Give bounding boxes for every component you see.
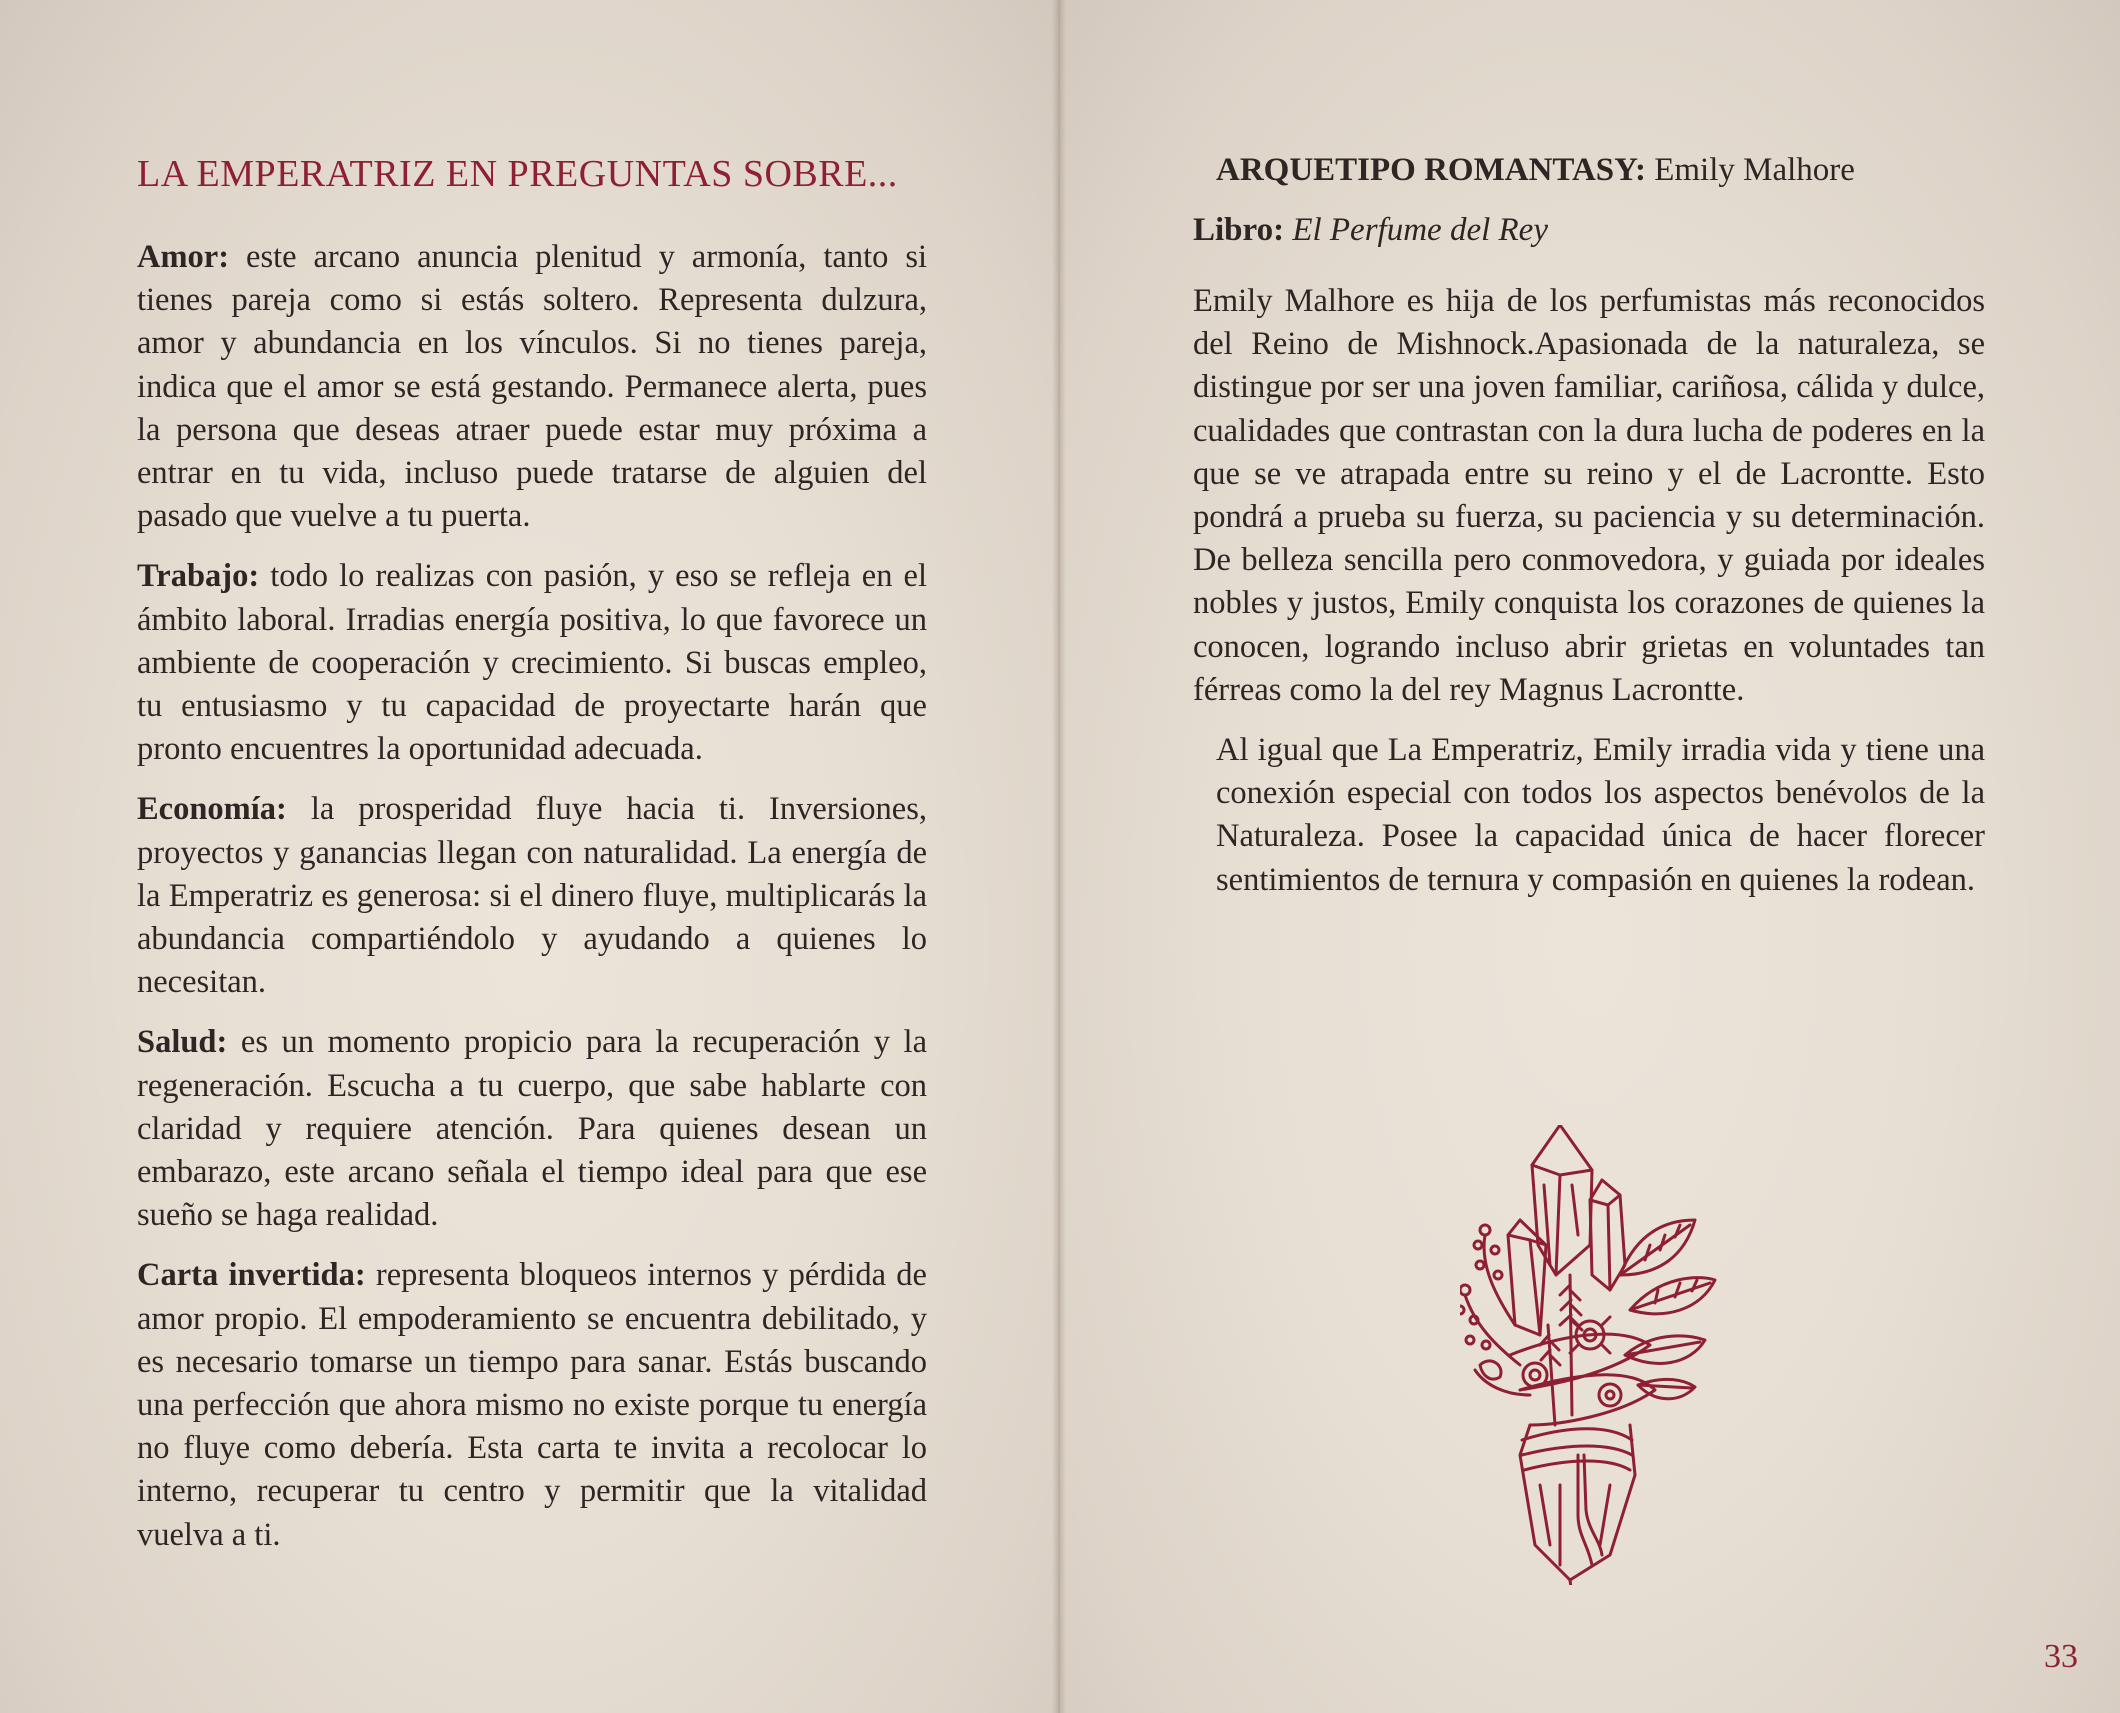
section-title: LA EMPERATRIZ EN PREGUNTAS SOBRE... [137,153,898,195]
section-label: Economía: [137,791,287,828]
book-title: El Perfume del Rey [1292,212,1548,248]
section-label: Salud: [137,1024,228,1061]
page-number: 33 [2044,1638,2078,1675]
section-text: representa bloqueos internos y pérdida de amor propio. El empoderamiento se encuentra debilitado, y es necesario tomarse un tiempo para sanar. Estás buscando una perfección que ahora mismo no existe porque tu energía no fluye como debería. Esta carta te invita a recolocar lo interno, recuperar tu centro y permitir que la vitalidad vuelva a ti. [137,1257,927,1553]
section-salud [137,1021,927,1237]
section-label: Carta invertida: [137,1257,366,1294]
archetype-label: ARQUETIPO ROMANTASY: [1216,152,1646,188]
book-line [1193,210,1985,250]
left-page [0,0,1058,1713]
crystal-bouquet-icon [1460,1125,1730,1585]
archetype-line [1216,150,1985,190]
section-amor [137,236,927,538]
book-label: Libro: [1193,212,1285,248]
book-gutter [1052,0,1066,1713]
section-economia [137,788,927,1004]
character-comparison: Al igual que La Emperatriz, Emily irradia vida y tiene una conexión especial con todos los aspectos benévolos de la Naturaleza. Posee la capacidad única de hacer florecer sentimientos de ternura y compasión en quienes la rodean. [1216,732,1985,898]
section-text: este arcano anuncia plenitud y armonía, tanto si tienes pareja como si estás soltero. Representa dulzura, amor y abundancia en los vínculos. Si no tienes pareja, indica que el amor se está gestando. Permanece alerta, pues la persona que deseas atraer puede estar muy próxima a entrar en tu vida, incluso puede tratarse de alguien del pasado que vuelve a tu puerta. [137,239,927,535]
character-description: Emily Malhore es hija de los perfumistas más reconocidos del Reino de Mishnock.Apasionada de la naturaleza, se distingue por ser una joven familiar, cariñosa, cálida y dulce, cualidades que contrastan con la dura lucha de poderes en la que se ve atrapada entre su reino y el de Lacrontte. Esto pondrá a prueba su fuerza, su paciencia y su determinación. De belleza sencilla pero conmovedora, y guiada por ideales nobles y justos, Emily conquista los corazones de quienes la conocen, logrando incluso abrir grietas en voluntades tan férreas como la del rey Magnus Lacrontte. [1193,283,1985,708]
section-label: Trabajo: [137,558,260,595]
section-text: la prosperidad fluye hacia ti. Inversiones, proyectos y ganancias llegan con naturalidad. La energía de la Emperatriz es generosa: si el dinero fluye, multiplicarás la abundancia compartiéndolo y ayudando a quienes lo necesitan. [137,791,927,1001]
left-text-column [137,236,927,1574]
section-label: Amor: [137,239,230,275]
right-text-column [1193,150,1985,919]
section-text: todo lo realizas con pasión, y eso se refleja en el ámbito laboral. Irradias energía positiva, lo que favorece un ambiente de cooperación y crecimiento. Si buscas empleo, tu entusiasmo y tu capacidad de proyectarte harán que pronto encuentres la oportunidad adecuada. [137,558,927,768]
section-carta-invertida [137,1254,927,1556]
section-text: es un momento propicio para la recuperación y la regeneración. Escucha a tu cuerpo, que sabe hablarte con claridad y requiere atención. Para quienes desean un embarazo, este arcano señala el tiempo ideal para que ese sueño se haga realidad. [137,1024,927,1234]
section-trabajo [137,555,927,771]
archetype-value: Emily Malhore [1645,152,1855,188]
